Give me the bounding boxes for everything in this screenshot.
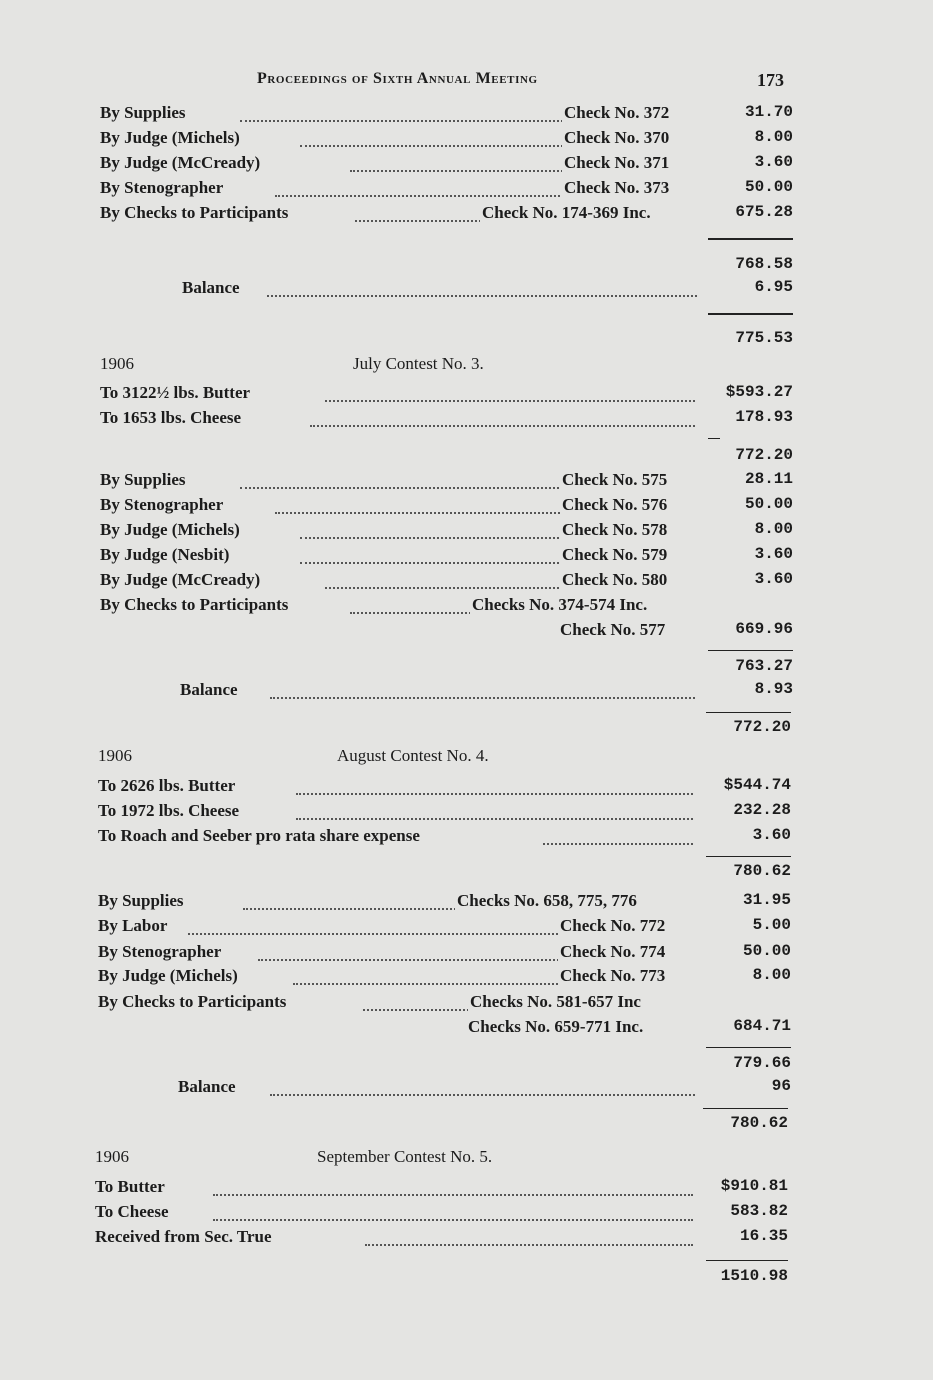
row-check: Checks No. 581-657 Inc — [470, 992, 641, 1011]
row-amount: 669.96 — [735, 620, 793, 638]
subtotal-amount: 779.66 — [733, 1054, 791, 1072]
section-title: August Contest No. 4. — [337, 746, 489, 765]
row-check: Check No. 371 — [564, 153, 670, 172]
total-amount: 775.53 — [735, 329, 793, 347]
row-label: To 1653 lbs. Cheese — [100, 408, 245, 428]
row-label: By Stenographer — [100, 178, 227, 198]
balance-label: Balance — [178, 1077, 240, 1097]
balance-amount: 6.95 — [754, 278, 793, 296]
row-check: Check No. 577 — [560, 620, 666, 639]
row-check: Check No. 772 — [560, 916, 666, 935]
row-check: Check No. 174-369 Inc. — [482, 203, 651, 222]
balance-label: Balance — [182, 278, 244, 298]
sum-rule — [708, 650, 793, 651]
section-year: 1906 — [95, 1147, 129, 1166]
row-amount: 8.00 — [752, 966, 791, 984]
row-label: By Judge (Michels) — [98, 966, 242, 986]
row-amount: 583.82 — [730, 1202, 788, 1220]
row-check: Check No. 578 — [562, 520, 668, 539]
row-label: By Judge (McCready) — [100, 153, 264, 173]
balance-row — [180, 680, 793, 704]
balance-row — [178, 1077, 791, 1101]
row-check: Check No. 576 — [562, 495, 668, 514]
page-number: 173 — [757, 70, 784, 90]
ledger-row — [98, 1017, 791, 1041]
sum-rule — [708, 313, 793, 315]
row-label: By Stenographer — [98, 942, 225, 962]
running-head-title: Proceedings of Sixth Annual Meeting — [257, 70, 538, 87]
row-check: Check No. 579 — [562, 545, 668, 564]
balance-row — [182, 278, 793, 302]
sum-rule — [703, 1108, 788, 1109]
row-amount: $593.27 — [725, 383, 793, 401]
row-label: To Roach and Seeber pro rata share expense — [98, 826, 424, 846]
balance-amount: 8.93 — [754, 680, 793, 698]
row-label: By Stenographer — [100, 495, 227, 515]
subtotal-amount: 768.58 — [735, 255, 793, 273]
row-label: By Judge (Michels) — [100, 520, 244, 540]
row-label: By Supplies — [100, 103, 190, 123]
row-label: By Judge (Nesbit) — [100, 545, 233, 565]
row-label: To 2626 lbs. Butter — [98, 776, 239, 796]
row-label: By Judge (McCready) — [100, 570, 264, 590]
row-label: By Checks to Participants — [100, 203, 292, 223]
receipts-total: 780.62 — [733, 862, 791, 880]
row-check: Check No. 373 — [564, 178, 670, 197]
row-amount: 50.00 — [744, 178, 793, 196]
row-amount: 178.93 — [735, 408, 793, 426]
row-amount: 31.70 — [744, 103, 793, 121]
sum-rule — [706, 1260, 788, 1261]
row-label: By Checks to Participants — [100, 595, 292, 615]
row-amount: 684.71 — [733, 1017, 791, 1035]
row-check: Check No. 580 — [562, 570, 668, 589]
row-amount: 3.60 — [754, 545, 793, 563]
ledger-row — [100, 620, 793, 644]
row-label: By Labor — [98, 916, 171, 936]
receipts-total: 772.20 — [735, 446, 793, 464]
running-header — [0, 70, 933, 94]
row-amount: 3.60 — [752, 826, 791, 844]
row-amount: 3.60 — [754, 153, 793, 171]
row-amount: 8.00 — [754, 520, 793, 538]
ledger-row — [98, 992, 791, 1016]
row-amount: 31.95 — [742, 891, 791, 909]
sum-rule — [706, 712, 791, 713]
row-check: Check No. 575 — [562, 470, 668, 489]
row-label: To 3122½ lbs. Butter — [100, 383, 254, 403]
row-check: Check No. 372 — [564, 103, 670, 122]
row-check: Checks No. 658, 775, 776 — [457, 891, 637, 910]
section-title: July Contest No. 3. — [353, 354, 484, 373]
row-amount: 5.00 — [752, 916, 791, 934]
balance-amount: 96 — [771, 1077, 791, 1095]
row-label: To Cheese — [95, 1202, 173, 1222]
ledger-row — [100, 203, 793, 227]
row-label: Received from Sec. True — [95, 1227, 276, 1247]
row-label: To Butter — [95, 1177, 169, 1197]
row-amount: 3.60 — [754, 570, 793, 588]
row-amount: 50.00 — [744, 495, 793, 513]
row-amount: 28.11 — [744, 470, 793, 488]
subtotal-amount: 763.27 — [735, 657, 793, 675]
ledger-row — [100, 408, 793, 432]
row-check: Check No. 774 — [560, 942, 666, 961]
sum-rule — [708, 238, 793, 240]
row-amount: 8.00 — [754, 128, 793, 146]
row-amount: $544.74 — [723, 776, 791, 794]
row-check: Check No. 773 — [560, 966, 666, 985]
row-check: Check No. 370 — [564, 128, 670, 147]
row-label: By Judge (Michels) — [100, 128, 244, 148]
balance-label: Balance — [180, 680, 242, 700]
sum-rule — [706, 1047, 791, 1048]
row-check: Checks No. 374-574 Inc. — [472, 595, 648, 614]
sum-rule — [708, 438, 720, 439]
total-amount: 1510.98 — [720, 1267, 788, 1285]
row-amount: 675.28 — [735, 203, 793, 221]
section-year: 1906 — [98, 746, 132, 765]
sum-rule — [706, 856, 791, 857]
row-label: By Supplies — [100, 470, 190, 490]
row-amount: 16.35 — [739, 1227, 788, 1245]
section-year: 1906 — [100, 354, 134, 373]
section-title: September Contest No. 5. — [317, 1147, 493, 1166]
ledger-row — [95, 1227, 788, 1251]
row-label: To 1972 lbs. Cheese — [98, 801, 243, 821]
total-amount: 780.62 — [730, 1114, 788, 1132]
row-label: By Checks to Participants — [98, 992, 290, 1012]
total-amount: 772.20 — [733, 718, 791, 736]
row-check: Checks No. 659-771 Inc. — [468, 1017, 644, 1036]
ledger-row — [100, 595, 793, 619]
row-amount: 232.28 — [733, 801, 791, 819]
row-amount: $910.81 — [720, 1177, 788, 1195]
ledger-row — [98, 826, 791, 850]
row-amount: 50.00 — [742, 942, 791, 960]
row-label: By Supplies — [98, 891, 188, 911]
